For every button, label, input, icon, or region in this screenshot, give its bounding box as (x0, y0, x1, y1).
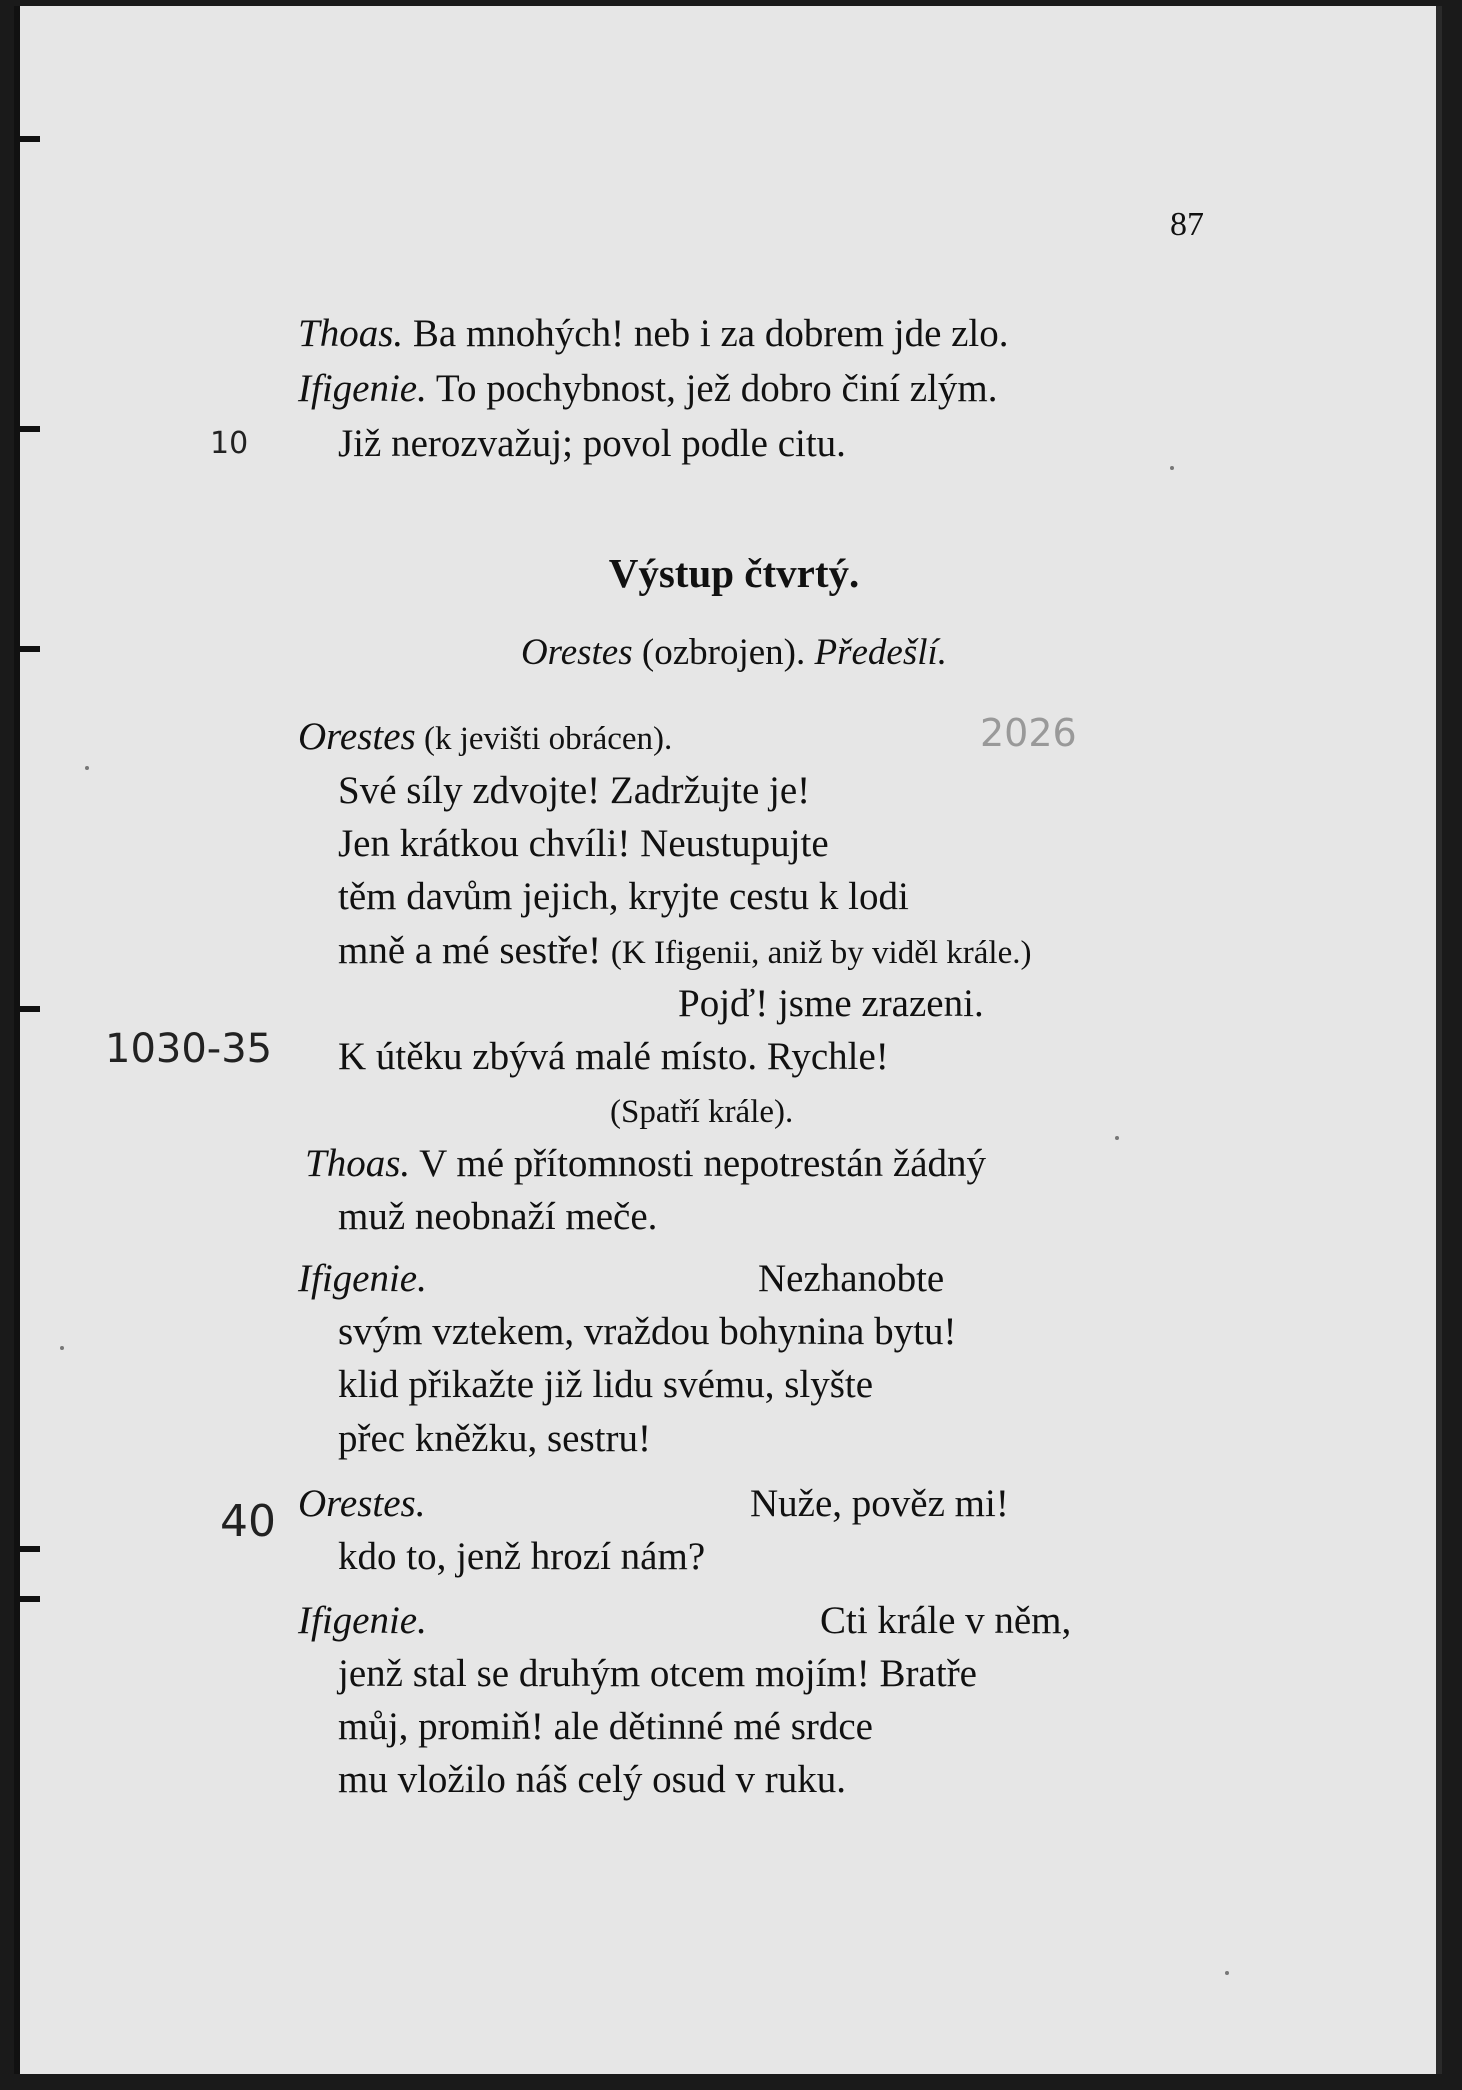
verse-line: kdo to, jenž hrozí nám? (338, 1535, 706, 1578)
verse-line: těm davům jejich, kryjte cestu k lodi (338, 875, 909, 918)
handwritten-line-number: 40 (220, 1496, 276, 1547)
verse-line (298, 1598, 427, 1643)
speck (1170, 466, 1174, 470)
scene-heading: Výstup čtvrtý. (608, 550, 860, 596)
verse-line: Již nerozvažuj; povol podle citu. (338, 422, 846, 465)
margin-tick (20, 136, 40, 142)
stage-direction: (k jevišti obrácen). (415, 721, 673, 757)
verse-line: přec kněžku, sestru! (338, 1417, 651, 1460)
verse-line: Thoas. Ba mnohých! neb i za dobrem jde zlo. (298, 312, 1009, 355)
speaker-name: Thoas. (305, 1142, 411, 1185)
verse-line: svým vztekem, vraždou bohynina bytu! (338, 1310, 957, 1353)
verse-line: klid přikažte již lidu svému, slyšte (338, 1363, 874, 1406)
speaker-name: Orestes. (298, 1482, 426, 1525)
stage-direction: (K Ifigenii, aniž by viděl krále.) (610, 935, 1032, 971)
verse-line: Pojď! jsme zrazeni. (678, 982, 984, 1025)
verse-line: jenž stal se druhým otcem mojím! Bratře (338, 1652, 977, 1695)
cast-list: Orestes (ozbrojen). Předešlí. (520, 632, 948, 673)
page-edge (1436, 6, 1442, 2074)
verse-line: muž neobnaží meče. (338, 1195, 658, 1238)
margin-tick (20, 426, 40, 432)
verse-line: Jen krátkou chvíli! Neustupujte (338, 822, 829, 865)
book-page (14, 6, 1442, 2074)
verse-line: Své síly zdvojte! Zadržujte je! (338, 769, 811, 812)
handwritten-line-number: 1030-35 (105, 1026, 273, 1072)
handwritten-note: 2026 (980, 711, 1077, 755)
verse-line (298, 1481, 425, 1526)
speck (60, 1346, 64, 1350)
speaker-name: Thoas. (298, 312, 404, 355)
speaker-name: Ifigenie. (298, 367, 427, 410)
stage-direction: (Spatří krále). (610, 1094, 794, 1130)
page-number: 87 (1170, 206, 1204, 243)
verse-line: Thoas. V mé přítomnosti nepotrestán žádný (305, 1142, 987, 1185)
verse-line (298, 1256, 427, 1301)
verse-line: mně a mé sestře! (K Ifigenii, aniž by viděl krále.) (338, 929, 1032, 972)
speck (1115, 1136, 1119, 1140)
verse-line: můj, promiň! ale dětinné mé srdce (338, 1705, 873, 1748)
verse-line: Nezhanobte (758, 1257, 945, 1300)
verse-line: K útěku zbývá malé místo. Rychle! (338, 1035, 889, 1078)
speaker-name: Ifigenie. (298, 1257, 427, 1300)
verse-line: Cti krále v něm, (820, 1599, 1072, 1642)
speck (1225, 1971, 1229, 1975)
margin-tick (20, 1006, 40, 1012)
verse-line: Nuže, pověz mi! (750, 1482, 1009, 1525)
margin-tick (20, 1596, 40, 1602)
speaker-name: Ifigenie. (298, 1599, 427, 1642)
verse-line (298, 714, 672, 759)
speaker-name: Orestes (298, 715, 416, 758)
margin-tick (20, 1546, 40, 1552)
handwritten-line-number: 10 (210, 426, 249, 461)
verse-line: Ifigenie. To pochybnost, jež dobro činí zlým. (298, 367, 998, 410)
speck (85, 766, 89, 770)
verse-line: mu vložilo náš celý osud v ruku. (338, 1758, 847, 1801)
